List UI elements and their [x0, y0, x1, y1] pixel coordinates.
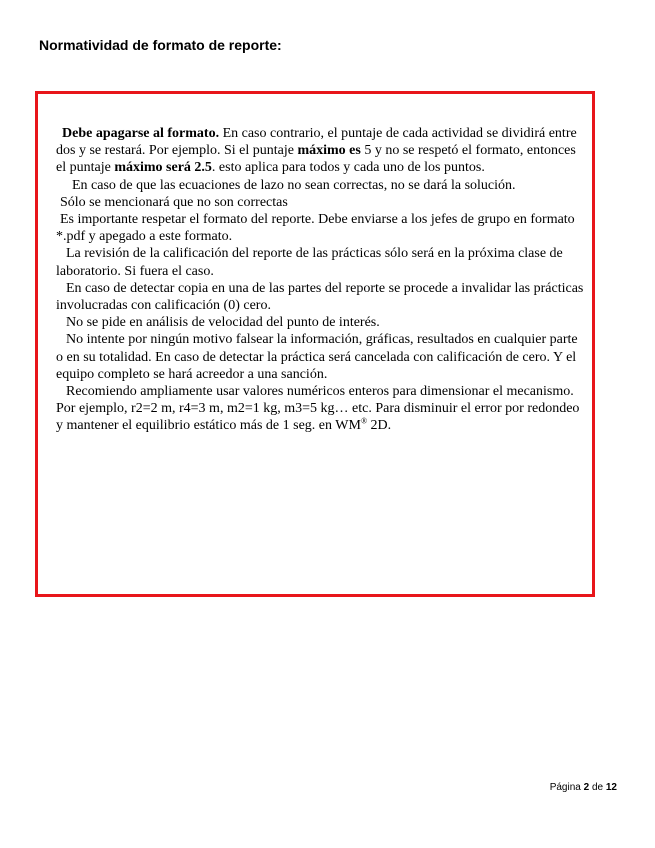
- registered-mark: ®: [360, 416, 368, 426]
- rule-format-paragraph: [56, 125, 586, 177]
- page-current: 2: [583, 782, 590, 793]
- page-separator: de: [591, 782, 604, 793]
- page-title: Normatividad de formato de reporte:: [39, 37, 282, 53]
- rule-copy-paragraph: En caso de detectar copia en una de las partes del reporte se procede a invalidar las prácticas involucradas con calificación (0) cero.: [56, 280, 584, 314]
- rule-equations-note: Sólo se mencionará que no son correctas: [60, 194, 288, 210]
- page-total: 12: [605, 782, 617, 793]
- rule-format-text-b: 5 y no se respetó el formato, entonces el puntaje: [56, 143, 576, 176]
- rule-format-lead: Debe apagarse al formato.: [62, 126, 220, 141]
- rule-recommendation-text-a: Recomiendo ampliamente usar valores numéricos enteros para dimensionar el mecanismo. Por ejemplo, r2=2 m, r4=3 m, m2=1 kg, m3=5 kg… etc. Para disminuir el error por redondeo y mantener el equilibrio estático más de 1 seg. en WM: [56, 384, 580, 434]
- rule-velocity-paragraph: No se pide en análisis de velocidad del punto de interés.: [66, 315, 380, 331]
- page-label: Página: [549, 782, 581, 793]
- rule-falsify-paragraph: No intente por ningún motivo falsear la información, gráficas, resultados en cualquier parte o en su totalidad. En caso de detectar la práctica será cancelada con calificación de cero. Y el equipo completo se hará acreedor a una sanción.: [56, 332, 578, 382]
- rule-equations-paragraph: En caso de que las ecuaciones de lazo no sean correctas, no se dará la solución.: [72, 177, 516, 193]
- rule-format-text-c: . esto aplica para todos y cada uno de los puntos.: [211, 160, 485, 176]
- rule-report-format-paragraph: Es importante respetar el formato del reporte. Debe enviarse a los jefes de grupo en formato *.pdf y apegado a este formato.: [56, 212, 575, 245]
- rules-text: [56, 125, 586, 435]
- rule-format-bold-b: máximo será 2.5: [114, 160, 212, 176]
- rule-format-bold-a: máximo es: [297, 143, 361, 159]
- page-number: [550, 782, 617, 793]
- rules-box: [35, 91, 595, 597]
- rule-format-text-a: En caso contrario, el puntaje de cada actividad se dividirá entre dos y se restará. Por ejemplo. Si el puntaje: [56, 126, 577, 159]
- rule-review-paragraph: La revisión de la calificación del reporte de las prácticas sólo será en la próxima clase de laboratorio. Si fuera el caso.: [56, 246, 563, 279]
- rule-recommendation-paragraph: [56, 383, 586, 435]
- rule-recommendation-text-b: 2D.: [367, 418, 392, 434]
